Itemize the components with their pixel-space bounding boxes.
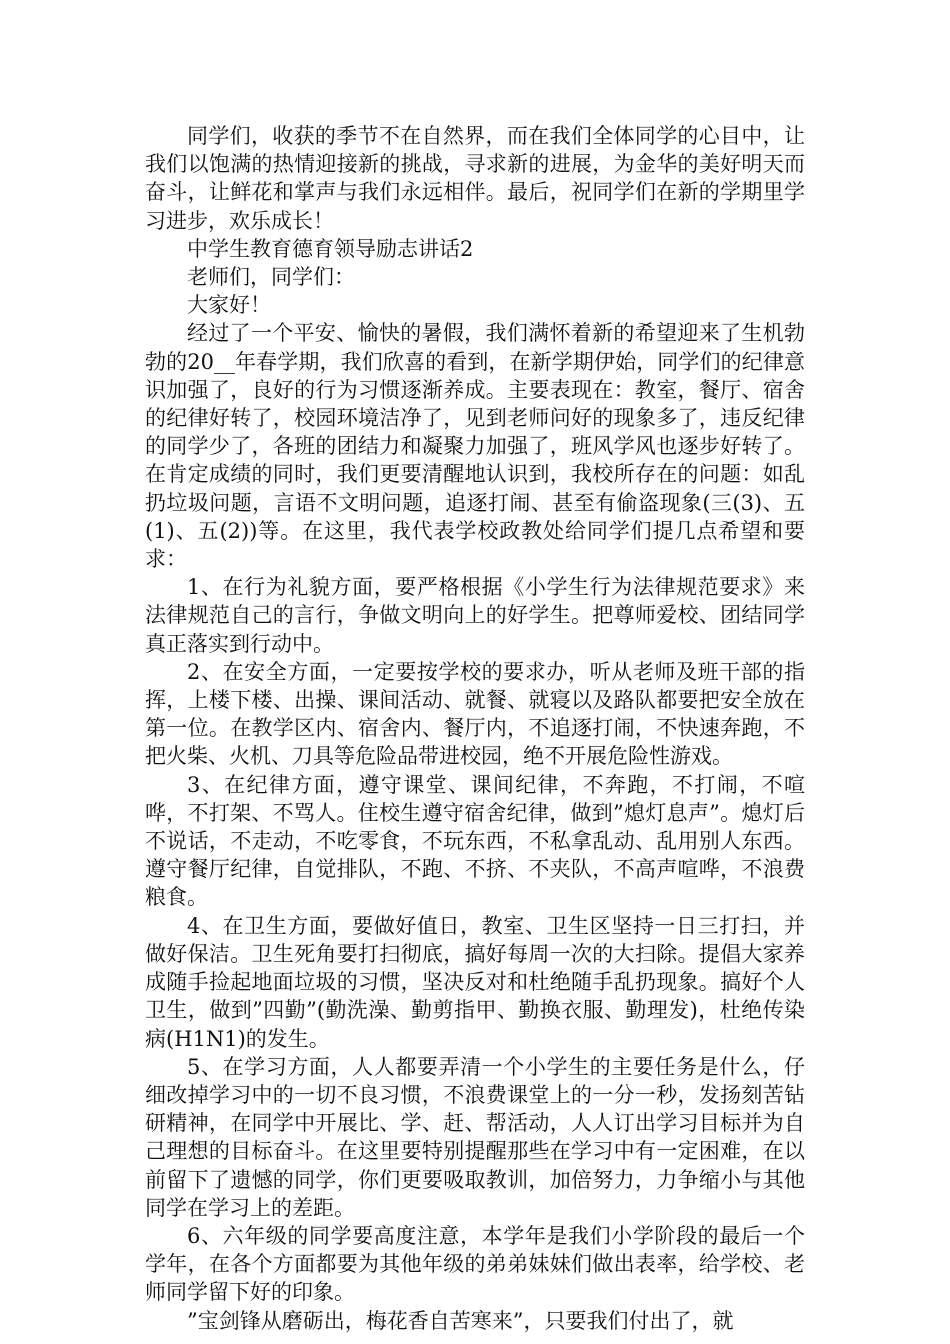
paragraph-quote: ”宝剑锋从磨砺出，梅花香自苦寒来”，只要我们付出了，就: [187, 1308, 734, 1333]
paragraph-point-6: 6、六年级的同学要高度注意，本学年是我们小学阶段的最后一个学年，在各个方面都要为其他年级的弟弟妹妹们做出表率，给学校、老师同学留下好的印象。: [145, 1223, 805, 1305]
paragraph-point-4: 4、在卫生方面，要做好值日，教室、卫生区坚持一日三打扫，并做好保洁。卫生死角要打扫彻底，搞好每周一次的大扫除。提倡大家养成随手捡起地面垃圾的习惯，坚决反对和杜绝随手乱扔现象。搞好个人卫生，做到”四勤”(勤洗澡、勤剪指甲、勤换衣服、勤理发)，杜绝传染病(H1N1)的发生。: [145, 913, 805, 1051]
paragraph-closing: 同学们，收获的季节不在自然界，而在我们全体同学的心目中，让我们以饱满的热情迎接新的挑战，寻求新的进展，为金华的美好明天而奋斗，让鲜花和掌声与我们永远相伴。最后，祝同学们在新的学期里学习进步，欢乐成长！: [145, 124, 805, 233]
paragraph-intro: 经过了一个平安、愉快的暑假，我们满怀着新的希望迎来了生机勃勃的20__年春学期，我们欣喜的看到，在新学期伊始，同学们的纪律意识加强了，良好的行为习惯逐渐养成。主要表现在：教室，餐厅、宿舍的纪律好转了，校园环境洁净了，见到老师问好的现象多了，违反纪律的同学少了，各班的团结力和凝聚力加强了，班风学风也逐步好转了。在肯定成绩的同时，我们更要清醒地认识到，我校所存在的问题：如乱扔垃圾问题，言语不文明问题，追逐打闹、甚至有偷盗现象(三(3)、五(1)、五(2))等。在这里，我代表学校政教处给同学们提几点希望和要求：: [145, 321, 805, 572]
speech-title: 中学生教育德育领导励志讲话2: [187, 236, 474, 261]
paragraph-point-2: 2、在安全方面，一定要按学校的要求办，听从老师及班干部的指挥，上楼下楼、出操、课间活动、就餐、就寝以及路队都要把安全放在第一位。在教学区内、宿舍内、餐厅内，不追逐打闹，不快速奔跑，不把火柴、火机、刀具等危险品带进校园，绝不开展危险性游戏。: [145, 659, 805, 769]
paragraph-point-3: 3、在纪律方面，遵守课堂、课间纪律，不奔跑，不打闹，不喧哗，不打架、不骂人。住校生遵守宿舍纪律，做到”熄灯息声”。熄灯后不说话，不走动，不吃零食，不玩东西，不私拿乱动、乱用别人东西。遵守餐厅纪律，自觉排队，不跑、不挤、不夹队，不高声喧哗，不浪费粮食。: [145, 772, 805, 910]
greeting: 大家好！: [187, 293, 271, 318]
paragraph-point-5: 5、在学习方面，人人都要弄清一个小学生的主要任务是什么，仔细改掉学习中的一切不良习惯，不浪费课堂上的一分一秒，发扬刻苦钻研精神，在同学中开展比、学、赶、帮活动，人人订出学习目标并为自己理想的目标奋斗。在这里要特别提醒那些在学习中有一定困难，在以前留下了遗憾的同学，你们更要吸取教训，加倍努力，力争缩小与其他同学在学习上的差距。: [145, 1054, 805, 1220]
paragraph-point-1: 1、在行为礼貌方面，要严格根据《小学生行为法律规范要求》来法律规范自己的言行，争做文明向上的好学生。把尊师爱校、团结同学真正落实到行动中。: [145, 575, 805, 656]
salutation: 老师们，同学们：: [187, 265, 355, 290]
document-body: [145, 122, 805, 1335]
